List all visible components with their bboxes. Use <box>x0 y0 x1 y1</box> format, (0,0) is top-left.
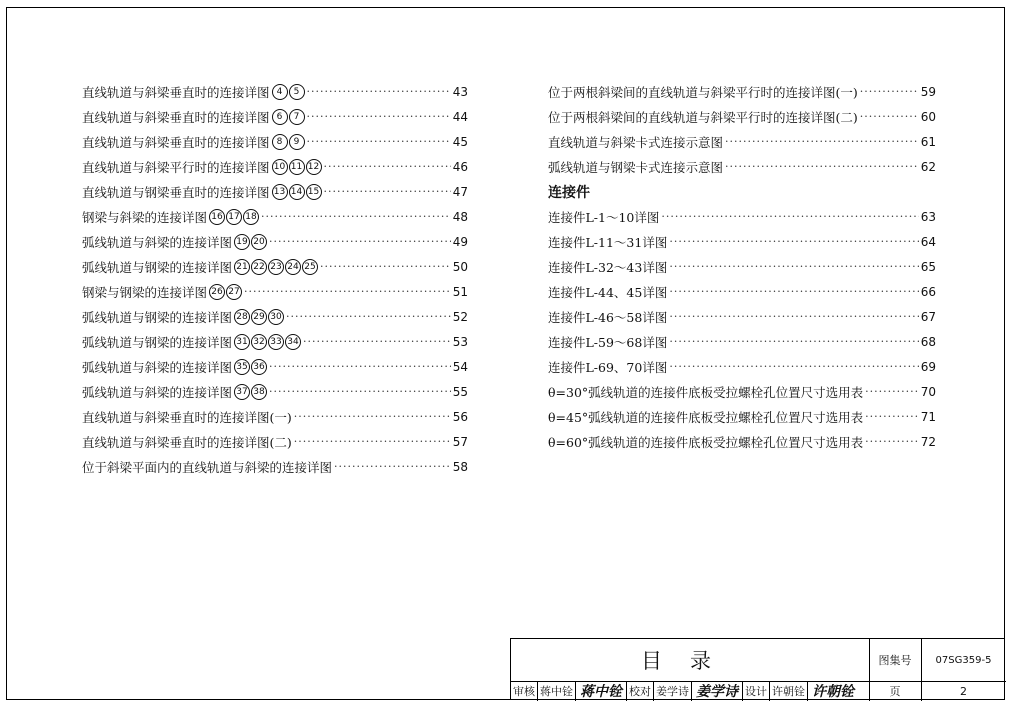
detail-number-circle: 9 <box>289 134 305 150</box>
toc-page-number: 53 <box>452 334 468 349</box>
reviewer-name: 蒋中铨 <box>538 681 576 701</box>
toc-entry <box>548 354 936 379</box>
detail-number-circle: 4 <box>272 84 288 100</box>
detail-markers <box>208 209 259 225</box>
toc-entry-title: 弧线轨道与斜梁的连接详图 <box>82 359 233 375</box>
toc-entry-title: 弧线轨道与钢梁卡式连接示意图 <box>548 159 724 175</box>
detail-number-circle: 27 <box>226 284 242 300</box>
toc-entry <box>548 279 936 304</box>
dot-leader <box>303 335 451 348</box>
toc-entry-title: 直线轨道与斜梁垂直时的连接详图(二) <box>82 434 292 450</box>
toc-entry <box>548 304 936 329</box>
toc-entry <box>82 204 468 229</box>
page-label: 页 <box>869 681 922 701</box>
toc-entry-title: 位于斜梁平面内的直线轨道与斜梁的连接详图 <box>82 459 333 475</box>
toc-entry-title: 直线轨道与斜梁卡式连接示意图 <box>548 134 724 150</box>
toc-entry-title: 钢梁与钢梁的连接详图 <box>82 284 208 300</box>
detail-number-circle: 15 <box>306 184 322 200</box>
dot-leader <box>669 335 918 348</box>
toc-page-number: 64 <box>920 234 936 249</box>
detail-number-circle: 37 <box>234 384 250 400</box>
dot-leader <box>324 160 451 173</box>
dot-leader <box>244 285 451 298</box>
toc-entry <box>82 304 468 329</box>
toc-page-number: 58 <box>452 459 468 474</box>
toc-entry-title: 弧线轨道与钢梁的连接详图 <box>82 309 233 325</box>
toc-entry <box>82 229 468 254</box>
detail-number-circle: 14 <box>289 184 305 200</box>
toc-page-number: 51 <box>452 284 468 299</box>
detail-number-circle: 19 <box>234 234 250 250</box>
toc-page-number: 61 <box>920 134 936 149</box>
toc-entry <box>82 329 468 354</box>
detail-number-circle: 25 <box>302 259 318 275</box>
detail-number-circle: 10 <box>272 159 288 175</box>
toc-page-number: 71 <box>920 409 936 424</box>
dot-leader <box>865 385 919 398</box>
toc-entry <box>82 154 468 179</box>
detail-number-circle: 11 <box>289 159 305 175</box>
toc-entry <box>82 254 468 279</box>
sheet-title: 目录 <box>511 639 870 682</box>
toc-entry-title: 连接件L-44、45详图 <box>548 284 668 300</box>
detail-markers <box>271 159 322 175</box>
detail-number-circle: 30 <box>268 309 284 325</box>
dot-leader <box>286 310 451 323</box>
toc-entry <box>82 429 468 454</box>
toc-entry-title: 直线轨道与钢梁垂直时的连接详图 <box>82 184 270 200</box>
dot-leader <box>307 135 451 148</box>
title-block <box>510 638 1005 700</box>
dot-leader <box>669 260 918 273</box>
toc-page-number: 54 <box>452 359 468 374</box>
dot-leader <box>334 460 451 473</box>
toc-page-number: 60 <box>920 109 936 124</box>
dot-leader <box>860 85 919 98</box>
toc-entry-title: 直线轨道与斜梁垂直时的连接详图 <box>82 84 270 100</box>
toc-entry-title: 直线轨道与斜梁垂直时的连接详图 <box>82 134 270 150</box>
toc-page-number: 52 <box>452 309 468 324</box>
detail-number-circle: 13 <box>272 184 288 200</box>
toc-entry-title: 直线轨道与斜梁平行时的连接详图 <box>82 159 270 175</box>
detail-number-circle: 23 <box>268 259 284 275</box>
toc-entry <box>548 329 936 354</box>
checker-signature: 姜学诗 <box>692 681 743 701</box>
toc-entry-title: θ=45°弧线轨道的连接件底板受拉螺栓孔位置尺寸选用表 <box>548 409 864 425</box>
toc-page-number: 68 <box>920 334 936 349</box>
detail-number-circle: 38 <box>251 384 267 400</box>
toc-entry-title: 连接件L-46～58详图 <box>548 309 668 325</box>
reviewer-signature: 蒋中铨 <box>576 681 627 701</box>
toc-page-number: 47 <box>452 184 468 199</box>
toc-page-number: 49 <box>452 234 468 249</box>
detail-number-circle: 36 <box>251 359 267 375</box>
toc-page-number: 50 <box>452 259 468 274</box>
detail-markers <box>233 234 267 250</box>
detail-number-circle: 8 <box>272 134 288 150</box>
dot-leader <box>294 435 451 448</box>
toc-entry-title: 位于两根斜梁间的直线轨道与斜梁平行时的连接详图(二) <box>548 109 858 125</box>
detail-number-circle: 24 <box>285 259 301 275</box>
designer-signature: 许朝铨 <box>812 684 854 700</box>
detail-number-circle: 6 <box>272 109 288 125</box>
toc-left-column <box>82 79 468 479</box>
dot-leader <box>865 435 919 448</box>
detail-number-circle: 7 <box>289 109 305 125</box>
dot-leader <box>661 210 918 223</box>
detail-markers <box>233 334 301 350</box>
dot-leader <box>669 235 918 248</box>
toc-entry <box>548 154 936 179</box>
detail-markers <box>271 84 305 100</box>
toc-entry <box>82 454 468 479</box>
detail-number-circle: 12 <box>306 159 322 175</box>
toc-page-number: 56 <box>452 409 468 424</box>
dot-leader <box>269 360 451 373</box>
detail-number-circle: 16 <box>209 209 225 225</box>
detail-markers <box>233 359 267 375</box>
toc-entry-title: 位于两根斜梁间的直线轨道与斜梁平行时的连接详图(一) <box>548 84 858 100</box>
dot-leader <box>324 185 451 198</box>
dot-leader <box>294 410 451 423</box>
detail-markers <box>233 384 267 400</box>
dot-leader <box>261 210 451 223</box>
toc-page-number: 69 <box>920 359 936 374</box>
dot-leader <box>269 235 451 248</box>
toc-entry <box>82 379 468 404</box>
detail-number-circle: 5 <box>289 84 305 100</box>
dot-leader <box>307 110 451 123</box>
dot-leader <box>725 135 919 148</box>
toc-entry-title: 弧线轨道与斜梁的连接详图 <box>82 234 233 250</box>
detail-number-circle: 34 <box>285 334 301 350</box>
toc-page-number: 57 <box>452 434 468 449</box>
toc-entry-title: 直线轨道与斜梁垂直时的连接详图(一) <box>82 409 292 425</box>
toc-entry <box>548 429 936 454</box>
detail-markers <box>233 309 284 325</box>
detail-markers <box>271 184 322 200</box>
toc-entry <box>82 104 468 129</box>
designer-name: 许朝铨 <box>770 681 808 701</box>
dot-leader <box>307 85 451 98</box>
checker-label: 校对 <box>627 681 654 701</box>
dot-leader <box>669 285 918 298</box>
toc-page-number: 70 <box>920 384 936 399</box>
toc-entry <box>82 79 468 104</box>
toc-entry-title: 直线轨道与斜梁垂直时的连接详图 <box>82 109 270 125</box>
detail-number-circle: 20 <box>251 234 267 250</box>
dot-leader <box>865 410 919 423</box>
toc-entry <box>82 354 468 379</box>
detail-number-circle: 35 <box>234 359 250 375</box>
toc-entry <box>548 379 936 404</box>
toc-entry-title: 连接件L-11～31详图 <box>548 234 668 250</box>
toc-page-number: 44 <box>452 109 468 124</box>
dot-leader <box>725 160 919 173</box>
toc-entry <box>548 129 936 154</box>
toc-entry <box>548 404 936 429</box>
dot-leader <box>860 110 919 123</box>
detail-markers <box>233 259 318 275</box>
toc-page-number: 65 <box>920 259 936 274</box>
toc-entry <box>548 104 936 129</box>
toc-entry-title: θ=60°弧线轨道的连接件底板受拉螺栓孔位置尺寸选用表 <box>548 434 864 450</box>
toc-entry <box>82 404 468 429</box>
toc-entry-title: 弧线轨道与斜梁的连接详图 <box>82 384 233 400</box>
detail-number-circle: 26 <box>209 284 225 300</box>
detail-markers <box>271 109 305 125</box>
toc-entry-title: 连接件L-32～43详图 <box>548 259 668 275</box>
toc-page-number: 48 <box>452 209 468 224</box>
detail-number-circle: 31 <box>234 334 250 350</box>
toc-page-number: 66 <box>920 284 936 299</box>
toc-page-number: 62 <box>920 159 936 174</box>
detail-number-circle: 28 <box>234 309 250 325</box>
toc-page-number: 55 <box>452 384 468 399</box>
checker-name: 姜学诗 <box>654 681 692 701</box>
atlas-number-label: 图集号 <box>869 639 922 682</box>
designer-label: 设计 <box>743 681 770 701</box>
toc-entry <box>82 179 468 204</box>
toc-page-number: 59 <box>920 84 936 99</box>
detail-number-circle: 17 <box>226 209 242 225</box>
toc-page-number: 45 <box>452 134 468 149</box>
toc-entry-title: 钢梁与斜梁的连接详图 <box>82 209 208 225</box>
dot-leader <box>669 310 918 323</box>
dot-leader <box>669 360 918 373</box>
detail-number-circle: 32 <box>251 334 267 350</box>
toc-page-number: 67 <box>920 309 936 324</box>
toc-entry-title: 连接件L-59～68详图 <box>548 334 668 350</box>
detail-number-circle: 29 <box>251 309 267 325</box>
detail-markers <box>208 284 242 300</box>
toc-entry <box>548 79 936 104</box>
toc-page-number: 63 <box>920 209 936 224</box>
toc-page-number: 72 <box>920 434 936 449</box>
toc-entry <box>82 279 468 304</box>
detail-number-circle: 18 <box>243 209 259 225</box>
toc-page-number: 43 <box>452 84 468 99</box>
toc-page-number: 46 <box>452 159 468 174</box>
detail-markers <box>271 134 305 150</box>
signature-row <box>511 681 870 701</box>
toc-entry-title: 连接件L-69、70详图 <box>548 359 668 375</box>
toc-entry <box>548 204 936 229</box>
detail-number-circle: 33 <box>268 334 284 350</box>
section-heading: 连接件 <box>548 184 590 201</box>
dot-leader <box>320 260 451 273</box>
dot-leader <box>269 385 451 398</box>
toc-entry-title: θ=30°弧线轨道的连接件底板受拉螺栓孔位置尺寸选用表 <box>548 384 864 400</box>
page-number: 2 <box>960 684 967 698</box>
toc-right-column <box>548 79 936 454</box>
reviewer-label: 审核 <box>511 681 538 701</box>
toc-entry <box>82 129 468 154</box>
toc-entry <box>548 229 936 254</box>
toc-entry-title: 弧线轨道与钢梁的连接详图 <box>82 334 233 350</box>
detail-number-circle: 22 <box>251 259 267 275</box>
atlas-number: 07SG359-5 <box>921 639 1006 682</box>
detail-number-circle: 21 <box>234 259 250 275</box>
toc-entry <box>548 254 936 279</box>
toc-entry-title: 连接件L-1～10详图 <box>548 209 660 225</box>
toc-entry-title: 弧线轨道与钢梁的连接详图 <box>82 259 233 275</box>
